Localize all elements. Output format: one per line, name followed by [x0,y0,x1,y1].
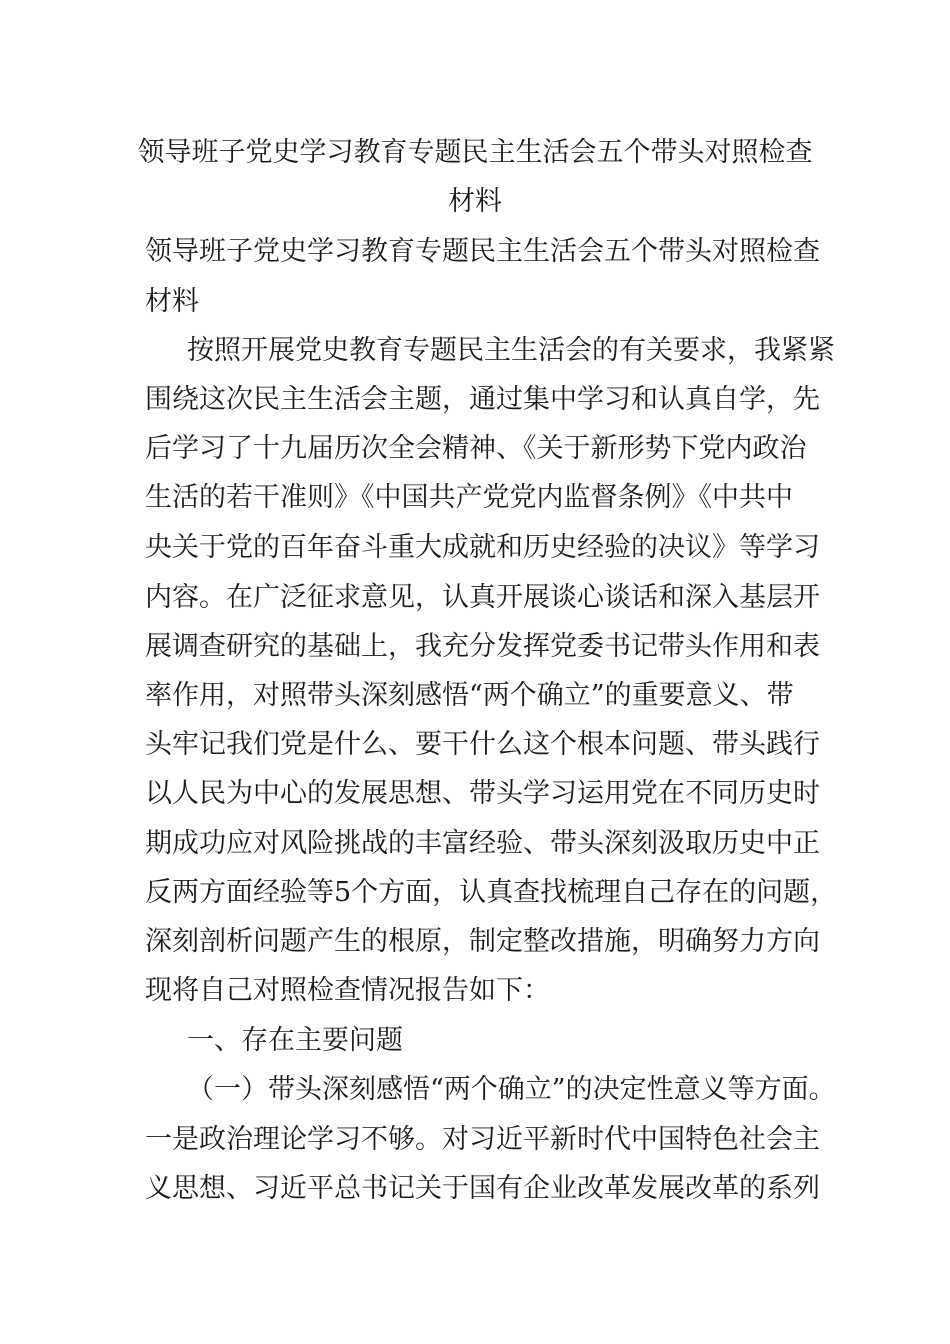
document-title-line-2: 材料 [448,186,502,217]
body-line: 现将自己对照检查情况报告如下： [145,975,550,1006]
body-line: 材料 [145,286,199,317]
body-line: 深刻剖析问题产生的根原，制定整改措施，明确努力方向 [145,926,820,957]
body-line: 以人民为中心的发展思想、带头学习运用党在不同历史时 [145,778,820,809]
section-heading: 一、存在主要问题 [187,1025,403,1056]
body-line: 期成功应对风险挑战的丰富经验、带头深刻汲取历史中正 [145,828,820,859]
body-line: 反两方面经验等5个方面，认真查找梳理自己存在的问题， [145,877,838,908]
body-line: 义思想、习近平总书记关于国有企业改革发展改革的系列 [145,1173,820,1204]
body-line: 率作用，对照带头深刻感悟“两个确立”的重要意义、带 [145,680,794,711]
body-line: 展调查研究的基础上，我充分发挥党委书记带头作用和表 [145,631,820,662]
body-line: 按照开展党史教育专题民主生活会的有关要求，我紧紧 [187,335,835,366]
subsection-heading: （一）带头深刻感悟“两个确立”的决定性意义等方面。 [187,1074,836,1105]
body-line: 央关于党的百年奋斗重大成就和历史经验的决议》等学习 [145,532,820,563]
body-line: 头牢记我们党是什么、要干什么这个根本问题、带头践行 [145,729,820,760]
body-line: 内容。在广泛征求意见，认真开展谈心谈话和深入基层开 [145,582,820,613]
body-line: 一是政治理论学习不够。对习近平新时代中国特色社会主 [145,1124,820,1155]
body-line: 后学习了十九届历次全会精神、《关于新形势下党内政治 [145,433,807,464]
body-line: 生活的若干准则》《中国共产党党内监督条例》《中共中 [145,482,793,513]
body-line: 围绕这次民主生活会主题，通过集中学习和认真自学，先 [145,384,820,415]
body-line: 领导班子党史学习教育专题民主生活会五个带头对照检查 [145,236,820,267]
document-title-line-1: 领导班子党史学习教育专题民主生活会五个带头对照检查 [137,137,813,168]
